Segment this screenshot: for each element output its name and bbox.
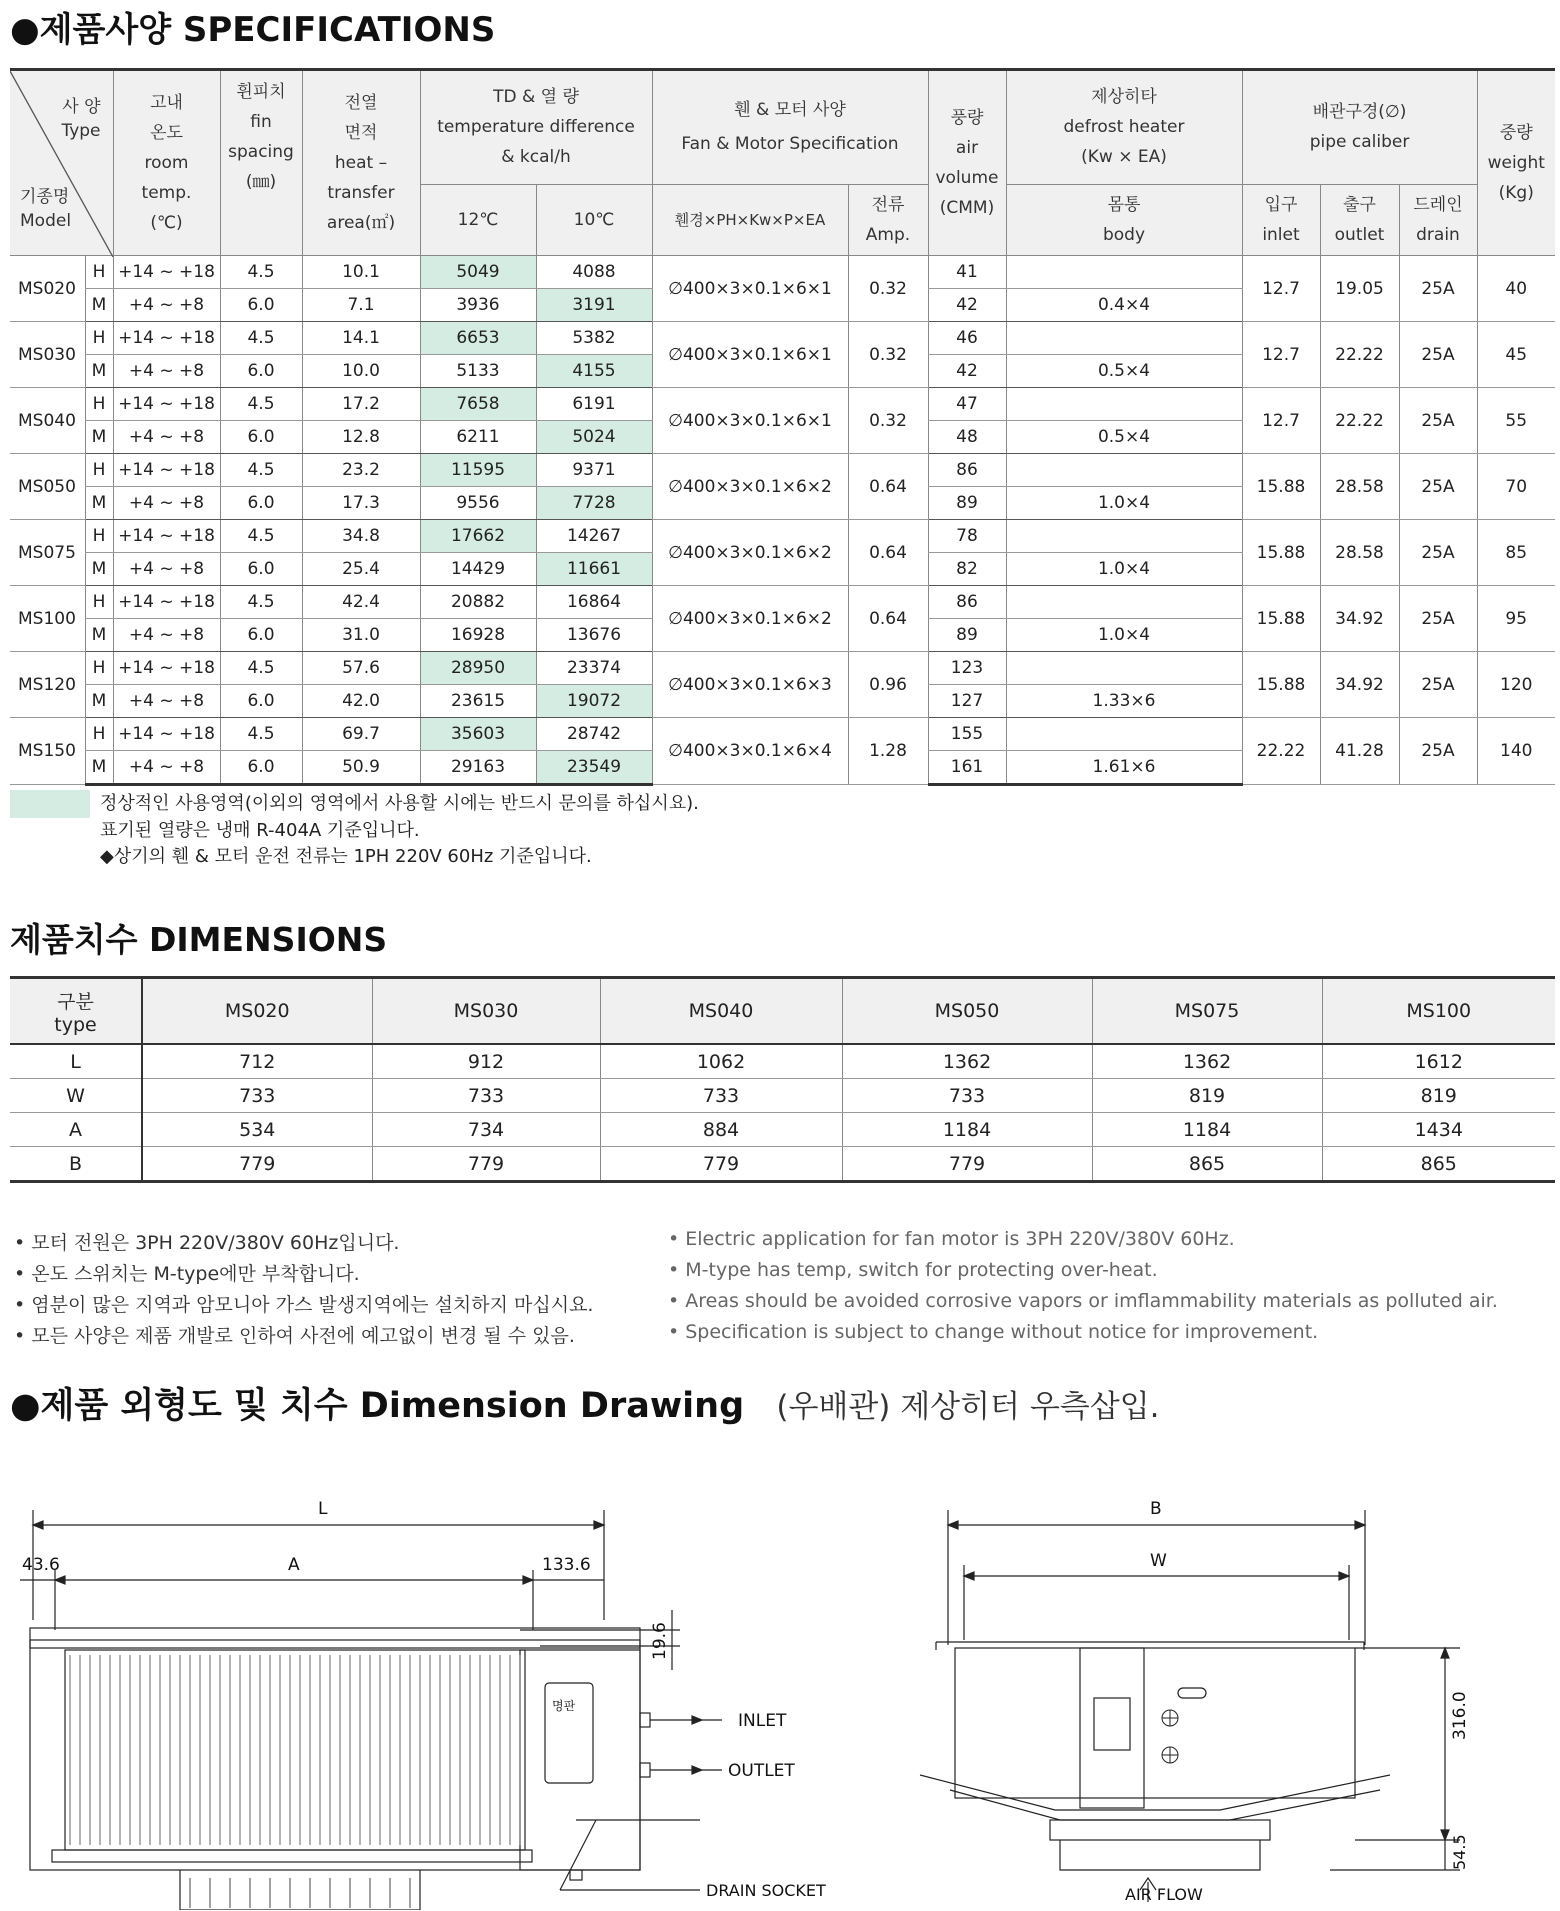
temp-cell: +4 ~ +8: [113, 421, 220, 454]
area-cell: 50.9: [302, 751, 420, 785]
front-view-drawing: [0, 1470, 840, 1910]
dims-cell: 819: [1092, 1079, 1322, 1113]
air-cell: 42: [928, 355, 1006, 388]
dims-cell: 733: [372, 1079, 600, 1113]
area-cell: 17.2: [302, 388, 420, 421]
fin-cell: 6.0: [220, 355, 302, 388]
header-body: 몸통 body: [1006, 184, 1242, 255]
amp-cell: 0.32: [848, 256, 928, 322]
air-cell: 123: [928, 652, 1006, 685]
dims-row-label: A: [10, 1113, 142, 1147]
note-kr-4: • 모든 사양은 제품 개발로 인하여 사전에 예고없이 변경 될 수 있음.: [14, 1325, 575, 1347]
capacity-12-cell: 11595: [420, 454, 536, 487]
fin-cell: 6.0: [220, 751, 302, 785]
drain-cell: 25A: [1399, 652, 1477, 718]
dims-cell: 712: [142, 1044, 372, 1079]
header-td10: 10℃: [536, 184, 652, 255]
fan-cell: ∅400×3×0.1×6×1: [652, 322, 848, 388]
capacity-12-cell: 7658: [420, 388, 536, 421]
note-3: ◆상기의 휀 & 모터 운전 전류는 1PH 220V 60Hz 기준입니다.: [100, 846, 592, 867]
header-drain: 드레인 drain: [1399, 184, 1477, 255]
rating-cell: M: [85, 751, 113, 785]
header-heat: 전열 면적 heat – transfer area(㎡): [302, 70, 420, 256]
dims-row-label: W: [10, 1079, 142, 1113]
model-cell: MS150: [10, 718, 85, 785]
dims-model-header: MS100: [1322, 978, 1555, 1045]
air-cell: 127: [928, 685, 1006, 718]
dim-A-label: A: [288, 1555, 300, 1575]
temp-cell: +4 ~ +8: [113, 619, 220, 652]
outlet-cell: 22.22: [1320, 388, 1399, 454]
header-outlet: 출구 outlet: [1320, 184, 1399, 255]
body-cell-empty: [1006, 520, 1242, 553]
model-cell: MS120: [10, 652, 85, 718]
air-cell: 86: [928, 454, 1006, 487]
amp-cell: 0.64: [848, 454, 928, 520]
drain-cell: 25A: [1399, 454, 1477, 520]
note-kr-1: • 모터 전원은 3PH 220V/380V 60Hz입니다.: [14, 1232, 400, 1254]
air-cell: 78: [928, 520, 1006, 553]
dims-cell: 819: [1322, 1079, 1555, 1113]
spec-table: [10, 68, 1555, 786]
temp-cell: +4 ~ +8: [113, 289, 220, 322]
fan-cell: ∅400×3×0.1×6×1: [652, 256, 848, 322]
note-en-2: • M-type has temp, switch for protecting over-heat.: [668, 1259, 1158, 1281]
air-cell: 82: [928, 553, 1006, 586]
amp-cell: 1.28: [848, 718, 928, 785]
spec-row: [10, 256, 1555, 289]
capacity-10-cell: 23549: [536, 751, 652, 785]
dims-type-header: 구분 type: [10, 978, 142, 1045]
fin-cell: 6.0: [220, 553, 302, 586]
dims-cell: 1184: [842, 1113, 1092, 1147]
dims-model-header: MS075: [1092, 978, 1322, 1045]
capacity-10-cell: 5382: [536, 322, 652, 355]
fan-cell: ∅400×3×0.1×6×2: [652, 454, 848, 520]
model-cell: MS030: [10, 322, 85, 388]
capacity-10-cell: 4088: [536, 256, 652, 289]
air-cell: 155: [928, 718, 1006, 751]
note-en-3: • Areas should be avoided corrosive vapors or imflammability materials as polluted air.: [668, 1290, 1498, 1312]
header-model-kr: 기종명: [20, 187, 70, 207]
dim-133-label: 133.6: [542, 1555, 591, 1575]
fin-cell: 6.0: [220, 685, 302, 718]
dims-title: 제품치수 DIMENSIONS: [10, 920, 388, 959]
drawing-subtitle: (우배관) 제상히터 우측삽입.: [776, 1389, 1160, 1425]
body-cell: 0.4×4: [1006, 289, 1242, 322]
dims-cell: 534: [142, 1113, 372, 1147]
air-cell: 42: [928, 289, 1006, 322]
body-cell-empty: [1006, 718, 1242, 751]
spec-row: [10, 718, 1555, 751]
weight-cell: 85: [1477, 520, 1555, 586]
capacity-10-cell: 7728: [536, 487, 652, 520]
body-cell-empty: [1006, 256, 1242, 289]
rating-cell: H: [85, 586, 113, 619]
body-cell: 1.61×6: [1006, 751, 1242, 785]
capacity-10-cell: 4155: [536, 355, 652, 388]
model-cell: MS050: [10, 454, 85, 520]
fin-cell: 6.0: [220, 421, 302, 454]
note-kr-3: • 염분이 많은 지역과 암모니아 가스 발생지역에는 설치하지 마십시요.: [14, 1294, 594, 1316]
fan-cell: ∅400×3×0.1×6×2: [652, 586, 848, 652]
header-fin: 휜피치 fin spacing (㎜): [220, 70, 302, 256]
fin-cell: 4.5: [220, 256, 302, 289]
fan-cell: ∅400×3×0.1×6×2: [652, 520, 848, 586]
temp-cell: +14 ~ +18: [113, 586, 220, 619]
header-td12: 12℃: [420, 184, 536, 255]
temp-cell: +14 ~ +18: [113, 520, 220, 553]
fan-cell: ∅400×3×0.1×6×1: [652, 388, 848, 454]
body-cell: 1.33×6: [1006, 685, 1242, 718]
dims-model-header: MS030: [372, 978, 600, 1045]
area-cell: 31.0: [302, 619, 420, 652]
dims-cell: 733: [142, 1079, 372, 1113]
amp-cell: 0.64: [848, 520, 928, 586]
inlet-cell: 15.88: [1242, 652, 1320, 718]
area-cell: 10.0: [302, 355, 420, 388]
header-room-temp: 고내 온도 room temp. (℃): [113, 70, 220, 256]
dim-W-label: W: [1150, 1551, 1167, 1571]
spec-row: [10, 388, 1555, 421]
inlet-cell: 15.88: [1242, 520, 1320, 586]
header-model-en: Model: [20, 211, 72, 231]
rating-cell: M: [85, 421, 113, 454]
dims-row: [10, 1113, 1555, 1147]
dims-cell: 1184: [1092, 1113, 1322, 1147]
note-1: 정상적인 사용영역(이외의 영역에서 사용할 시에는 반드시 문의를 하십시요).: [100, 793, 699, 814]
capacity-12-cell: 9556: [420, 487, 536, 520]
capacity-10-cell: 23374: [536, 652, 652, 685]
fin-cell: 4.5: [220, 454, 302, 487]
body-cell-empty: [1006, 388, 1242, 421]
dims-model-header: MS020: [142, 978, 372, 1045]
air-cell: 46: [928, 322, 1006, 355]
fin-cell: 4.5: [220, 652, 302, 685]
inlet-cell: 12.7: [1242, 322, 1320, 388]
spec-title: ●제품사양 SPECIFICATIONS: [10, 10, 496, 50]
header-air: 풍량 air volume (CMM): [928, 70, 1006, 256]
capacity-12-cell: 5133: [420, 355, 536, 388]
fin-cell: 6.0: [220, 487, 302, 520]
body-cell: 0.5×4: [1006, 421, 1242, 454]
temp-cell: +4 ~ +8: [113, 553, 220, 586]
rating-cell: H: [85, 454, 113, 487]
dims-cell: 865: [1322, 1147, 1555, 1182]
air-cell: 47: [928, 388, 1006, 421]
dims-cell: 1062: [600, 1044, 842, 1079]
drain-cell: 25A: [1399, 586, 1477, 652]
spec-row: [10, 454, 1555, 487]
dims-table: [10, 976, 1555, 1183]
air-cell: 48: [928, 421, 1006, 454]
rating-cell: M: [85, 289, 113, 322]
body-cell: 1.0×4: [1006, 619, 1242, 652]
rating-cell: M: [85, 553, 113, 586]
amp-cell: 0.32: [848, 322, 928, 388]
temp-cell: +4 ~ +8: [113, 355, 220, 388]
amp-cell: 0.64: [848, 586, 928, 652]
capacity-10-cell: 16864: [536, 586, 652, 619]
weight-cell: 95: [1477, 586, 1555, 652]
temp-cell: +14 ~ +18: [113, 454, 220, 487]
body-cell-empty: [1006, 652, 1242, 685]
dims-cell: 779: [842, 1147, 1092, 1182]
fin-cell: 4.5: [220, 520, 302, 553]
header-inlet: 입구 inlet: [1242, 184, 1320, 255]
air-flow-label: AIR FLOW: [1125, 1885, 1203, 1904]
temp-cell: +4 ~ +8: [113, 487, 220, 520]
dim-19-label: 19.6: [650, 1622, 670, 1660]
amp-cell: 0.32: [848, 388, 928, 454]
dims-row-label: B: [10, 1147, 142, 1182]
area-cell: 14.1: [302, 322, 420, 355]
dims-cell: 734: [372, 1113, 600, 1147]
air-cell: 41: [928, 256, 1006, 289]
temp-cell: +14 ~ +18: [113, 256, 220, 289]
note-en-1: • Electric application for fan motor is 3PH 220V/380V 60Hz.: [668, 1228, 1235, 1250]
fin-cell: 6.0: [220, 289, 302, 322]
capacity-12-cell: 5049: [420, 256, 536, 289]
capacity-10-cell: 6191: [536, 388, 652, 421]
outlet-cell: 41.28: [1320, 718, 1399, 785]
outlet-cell: 19.05: [1320, 256, 1399, 322]
capacity-10-cell: 9371: [536, 454, 652, 487]
drain-socket-label: DRAIN SOCKET: [706, 1881, 826, 1900]
inlet-cell: 15.88: [1242, 586, 1320, 652]
dims-row: [10, 1079, 1555, 1113]
fin-cell: 6.0: [220, 619, 302, 652]
capacity-12-cell: 29163: [420, 751, 536, 785]
model-cell: MS100: [10, 586, 85, 652]
weight-cell: 55: [1477, 388, 1555, 454]
drain-cell: 25A: [1399, 388, 1477, 454]
drain-cell: 25A: [1399, 322, 1477, 388]
temp-cell: +14 ~ +18: [113, 718, 220, 751]
capacity-10-cell: 11661: [536, 553, 652, 586]
capacity-12-cell: 28950: [420, 652, 536, 685]
dims-row: [10, 1147, 1555, 1182]
fan-cell: ∅400×3×0.1×6×3: [652, 652, 848, 718]
weight-cell: 120: [1477, 652, 1555, 718]
header-td: TD & 열 량 temperature difference & kcal/h: [420, 70, 652, 185]
dims-row-label: L: [10, 1044, 142, 1079]
capacity-12-cell: 3936: [420, 289, 536, 322]
capacity-10-cell: 3191: [536, 289, 652, 322]
temp-cell: +4 ~ +8: [113, 685, 220, 718]
rating-cell: H: [85, 256, 113, 289]
body-cell: 0.5×4: [1006, 355, 1242, 388]
amp-cell: 0.96: [848, 652, 928, 718]
header-type-kr: 사 양: [62, 97, 101, 117]
air-cell: 161: [928, 751, 1006, 785]
drain-cell: 25A: [1399, 256, 1477, 322]
capacity-10-cell: 14267: [536, 520, 652, 553]
drawing-title: [10, 1378, 1160, 1428]
inlet-cell: 12.7: [1242, 256, 1320, 322]
dims-cell: 865: [1092, 1147, 1322, 1182]
fin-cell: 4.5: [220, 586, 302, 619]
capacity-10-cell: 5024: [536, 421, 652, 454]
capacity-12-cell: 14429: [420, 553, 536, 586]
rating-cell: M: [85, 685, 113, 718]
temp-cell: +14 ~ +18: [113, 652, 220, 685]
dims-cell: 1612: [1322, 1044, 1555, 1079]
dims-cell: 779: [600, 1147, 842, 1182]
dim-316-label: 316.0: [1450, 1691, 1470, 1740]
spec-row: [10, 586, 1555, 619]
dims-cell: 733: [842, 1079, 1092, 1113]
spec-row: [10, 322, 1555, 355]
capacity-12-cell: 6211: [420, 421, 536, 454]
air-cell: 89: [928, 487, 1006, 520]
model-cell: MS040: [10, 388, 85, 454]
air-cell: 86: [928, 586, 1006, 619]
capacity-12-cell: 16928: [420, 619, 536, 652]
area-cell: 12.8: [302, 421, 420, 454]
outlet-cell: 22.22: [1320, 322, 1399, 388]
spec-notes: [10, 790, 699, 870]
area-cell: 42.0: [302, 685, 420, 718]
body-cell-empty: [1006, 586, 1242, 619]
model-cell: MS020: [10, 256, 85, 322]
capacity-12-cell: 20882: [420, 586, 536, 619]
fin-cell: 4.5: [220, 322, 302, 355]
rating-cell: H: [85, 520, 113, 553]
notes-en: [668, 1224, 1498, 1348]
capacity-10-cell: 19072: [536, 685, 652, 718]
rating-cell: H: [85, 322, 113, 355]
dims-cell: 733: [600, 1079, 842, 1113]
note-kr-2: • 온도 스위치는 M-type에만 부착합니다.: [14, 1263, 360, 1285]
outlet-cell: 34.92: [1320, 652, 1399, 718]
header-pipe: 배관구경(∅) pipe caliber: [1242, 70, 1477, 185]
note-2: 표기된 열량은 냉매 R-404A 기준입니다.: [100, 820, 420, 841]
dims-cell: 1362: [842, 1044, 1092, 1079]
capacity-12-cell: 35603: [420, 718, 536, 751]
area-cell: 10.1: [302, 256, 420, 289]
header-type-model: [10, 70, 113, 256]
dims-cell: 1434: [1322, 1113, 1555, 1147]
air-cell: 89: [928, 619, 1006, 652]
rating-cell: H: [85, 718, 113, 751]
drain-cell: 25A: [1399, 718, 1477, 785]
body-cell-empty: [1006, 322, 1242, 355]
inlet-cell: 12.7: [1242, 388, 1320, 454]
capacity-12-cell: 17662: [420, 520, 536, 553]
weight-cell: 45: [1477, 322, 1555, 388]
rating-cell: M: [85, 487, 113, 520]
fin-cell: 4.5: [220, 718, 302, 751]
outlet-label: OUTLET: [728, 1761, 795, 1781]
temp-cell: +14 ~ +18: [113, 322, 220, 355]
dims-model-header: MS040: [600, 978, 842, 1045]
area-cell: 57.6: [302, 652, 420, 685]
dim-43-label: 43.6: [22, 1555, 60, 1575]
rating-cell: H: [85, 652, 113, 685]
drawing-title-main: ●제품 외형도 및 치수 Dimension Drawing: [10, 1386, 745, 1426]
dims-cell: 779: [142, 1147, 372, 1182]
spec-body: [10, 256, 1555, 785]
dim-54-label: 54.5: [1450, 1834, 1469, 1870]
spec-row: [10, 520, 1555, 553]
area-cell: 23.2: [302, 454, 420, 487]
body-cell: 1.0×4: [1006, 553, 1242, 586]
header-amp: 전류 Amp.: [848, 184, 928, 255]
header-defrost: 제상히타 defrost heater (Kw × EA): [1006, 70, 1242, 185]
dims-model-header: MS050: [842, 978, 1092, 1045]
capacity-10-cell: 28742: [536, 718, 652, 751]
fan-cell: ∅400×3×0.1×6×4: [652, 718, 848, 785]
model-cell: MS075: [10, 520, 85, 586]
capacity-12-cell: 23615: [420, 685, 536, 718]
body-cell-empty: [1006, 454, 1242, 487]
note-en-4: • Specification is subject to change without notice for improvement.: [668, 1321, 1319, 1343]
temp-cell: +4 ~ +8: [113, 751, 220, 785]
temp-cell: +14 ~ +18: [113, 388, 220, 421]
dims-cell: 884: [600, 1113, 842, 1147]
inlet-label: INLET: [738, 1711, 787, 1731]
dim-L-label: L: [318, 1499, 328, 1519]
dims-cell: 1362: [1092, 1044, 1322, 1079]
outlet-cell: 28.58: [1320, 454, 1399, 520]
highlight-swatch: [10, 790, 90, 818]
area-cell: 7.1: [302, 289, 420, 322]
spec-row: [10, 652, 1555, 685]
outlet-cell: 34.92: [1320, 586, 1399, 652]
nameplate-label: 명판: [552, 1699, 576, 1713]
inlet-cell: 15.88: [1242, 454, 1320, 520]
area-cell: 17.3: [302, 487, 420, 520]
header-weight: 중량 weight (Kg): [1477, 70, 1555, 256]
weight-cell: 40: [1477, 256, 1555, 322]
fin-cell: 4.5: [220, 388, 302, 421]
header-type-en: Type: [61, 121, 101, 141]
inlet-cell: 22.22: [1242, 718, 1320, 785]
weight-cell: 70: [1477, 454, 1555, 520]
dims-cell: 912: [372, 1044, 600, 1079]
side-view-drawing: [900, 1470, 1560, 1910]
rating-cell: M: [85, 619, 113, 652]
rating-cell: H: [85, 388, 113, 421]
rating-cell: M: [85, 355, 113, 388]
header-fan: 휀 & 모터 사양 Fan & Motor Specification: [652, 70, 928, 185]
body-cell: 1.0×4: [1006, 487, 1242, 520]
notes-kr: [14, 1228, 593, 1352]
drain-cell: 25A: [1399, 520, 1477, 586]
outlet-cell: 28.58: [1320, 520, 1399, 586]
capacity-12-cell: 6653: [420, 322, 536, 355]
dims-row: [10, 1044, 1555, 1079]
header-fan-sub: 휀경×PH×Kw×P×EA: [652, 184, 848, 255]
area-cell: 69.7: [302, 718, 420, 751]
dims-cell: 779: [372, 1147, 600, 1182]
weight-cell: 140: [1477, 718, 1555, 785]
area-cell: 42.4: [302, 586, 420, 619]
capacity-10-cell: 13676: [536, 619, 652, 652]
area-cell: 34.8: [302, 520, 420, 553]
dim-B-label: B: [1150, 1499, 1162, 1519]
area-cell: 25.4: [302, 553, 420, 586]
